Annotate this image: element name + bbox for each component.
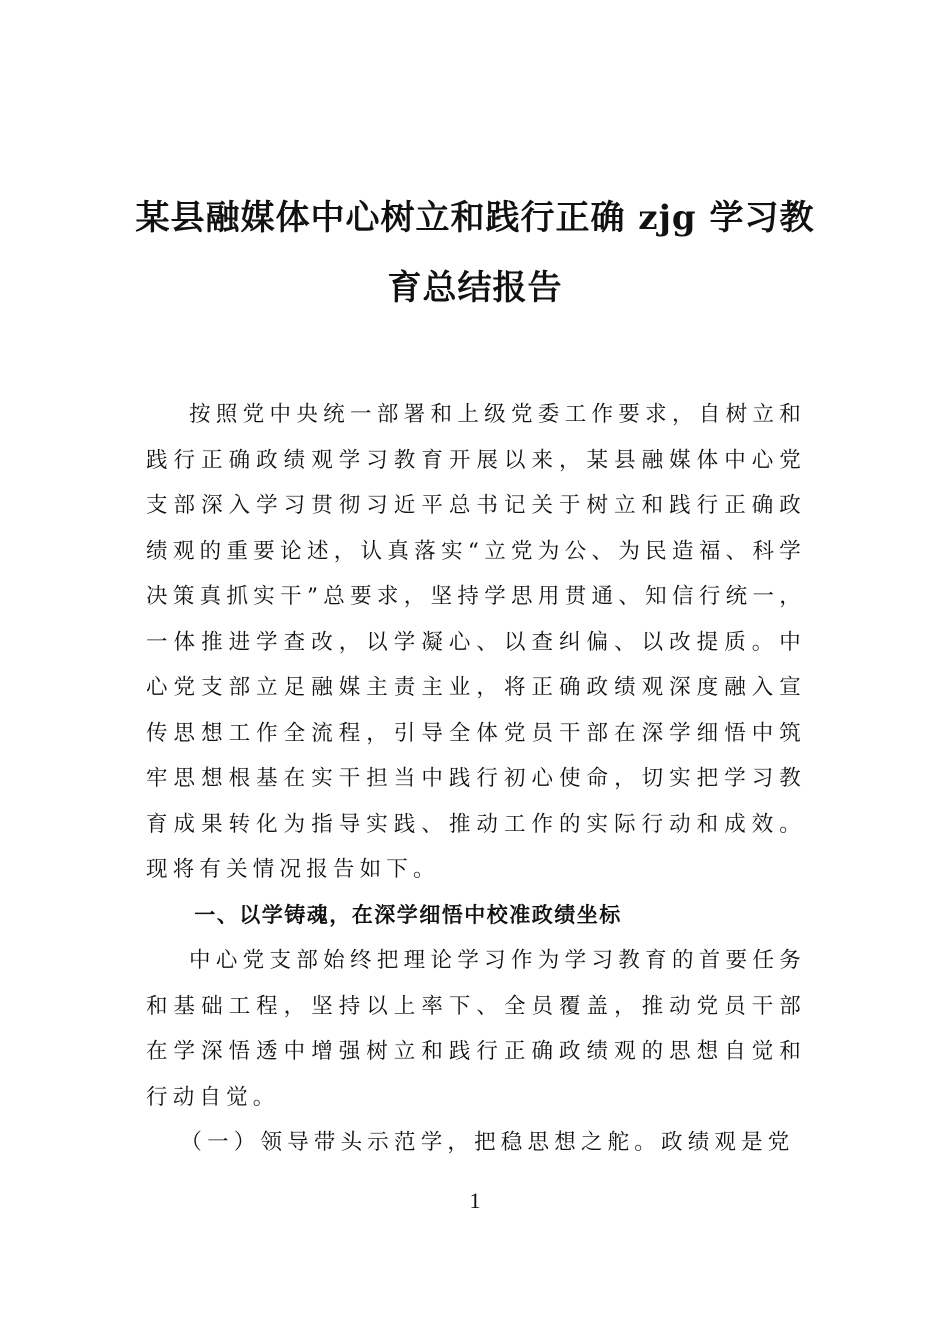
document-body xyxy=(146,392,806,1166)
document-title-line-2: 育总结报告 xyxy=(387,268,563,308)
document-title-line-1: 某县融媒体中心树立和践行正确 zjg 学习教 xyxy=(135,198,815,238)
section-1-paragraph: 中心党支部始终把理论学习作为学习教育的首要任务和基础工程，坚持以上率下、全员覆盖，推动党员干部在学深悟透中增强树立和践行正确政绩观的思想自觉和行动自觉。 xyxy=(146,948,806,1110)
intro-paragraph: 按照党中央统一部署和上级党委工作要求，自树立和践行正确政绩观学习教育开展以来，某县融媒体中心党支部深入学习贯彻习近平总书记关于树立和践行正确政绩观的重要论述，认真落实“立党为公、为民造福、科学决策真抓实干”总要求，坚持学思用贯通、知信行统一，一体推进学查改，以学凝心、以查纠偏、以改提质。中心党支部立足融媒主责主业，将正确政绩观深度融入宣传思想工作全流程，引导全体党员干部在深学细悟中筑牢思想根基在实干担当中践行初心使命，切实把学习教育成果转化为指导实践、推动工作的实际行动和成效。现将有关情况报告如下。 xyxy=(146,402,806,882)
subsection-1-start: （一）领导带头示范学，把稳思想之舵。政绩观是党 xyxy=(180,1130,795,1155)
page-number: 1 xyxy=(469,1188,481,1213)
section-1-heading: 一、以学铸魂，在深学细悟中校准政绩坐标 xyxy=(194,902,622,927)
